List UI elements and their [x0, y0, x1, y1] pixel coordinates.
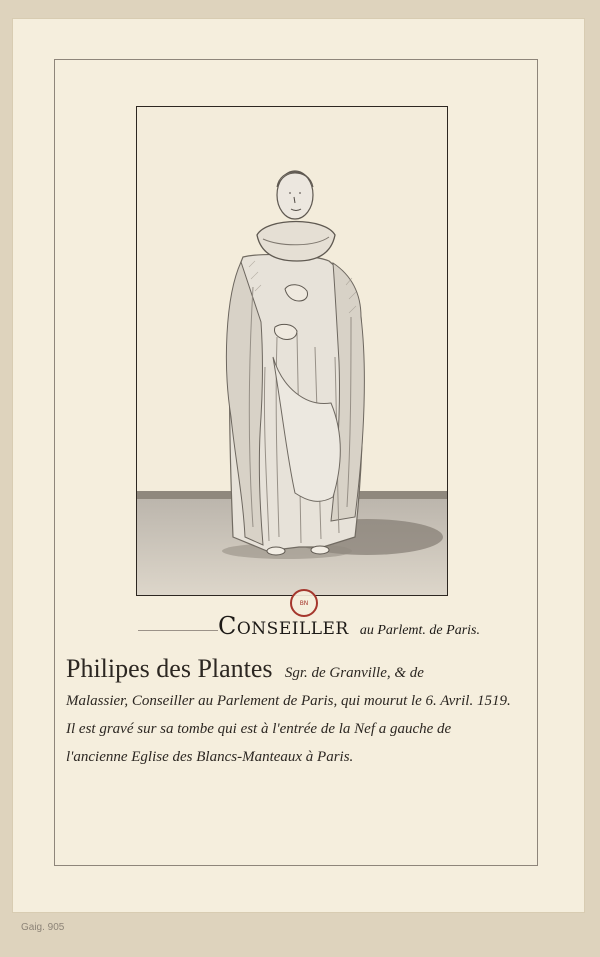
monk-figure-icon [137, 107, 447, 595]
subject-title: Sgr. de Granville, & de [284, 665, 424, 681]
portrait-frame [136, 106, 448, 596]
title-main: Conseiller [218, 612, 349, 640]
caption-name-row [66, 655, 536, 687]
title-rule [138, 630, 218, 631]
library-stamp: BN [290, 589, 318, 617]
caption-line-4: l'ancienne Eglise des Blancs-Manteaux à Paris. [66, 749, 354, 765]
subject-name: Philipes des Plantes [66, 654, 273, 683]
inventory-mark: Gaig. 905 [21, 922, 65, 933]
caption-line-3: Il est gravé sur sa tombe qui est à l'entrée de la Nef a gauche de [66, 721, 452, 737]
caption-title [218, 612, 538, 642]
caption-line-2: Malassier, Conseiller au Parlement de Paris, qui mourut le 6. Avril. 1519. [66, 693, 511, 709]
caption-block [66, 655, 536, 771]
title-rest: au Parlemt. de Paris. [359, 623, 480, 638]
